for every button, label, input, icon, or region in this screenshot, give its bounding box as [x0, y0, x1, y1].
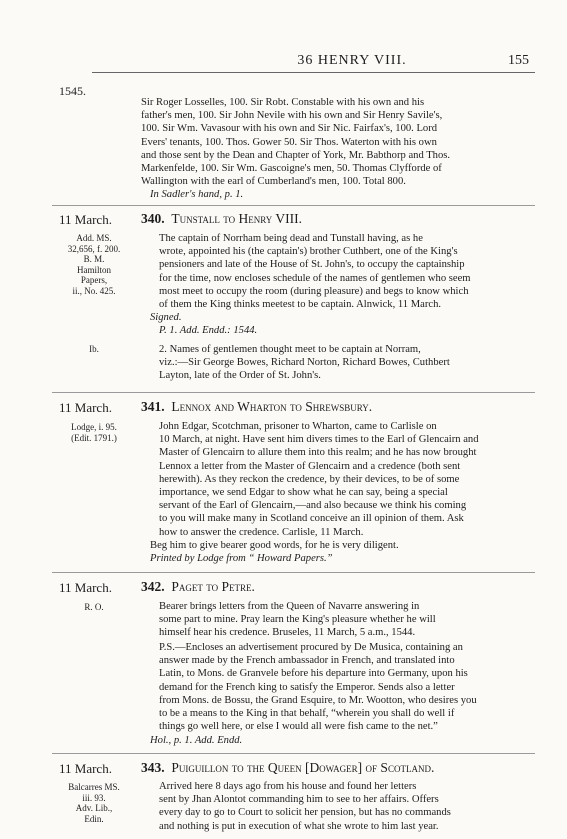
header-rule	[92, 72, 535, 73]
entry-heading	[141, 399, 372, 415]
entry-body: Arrived here 8 days ago from his house and found her letters sent by Jhan Alontot commanding him to see to her affairs. Offers every day to go to Court to solicit her pension, but has no commands and nothing is put in execution of what she wrote to him last year.	[159, 781, 451, 832]
source-reference: Balcarres MS. iii. 93. Adv. Lib., Edin.	[68, 782, 120, 824]
page-number: 155	[508, 53, 529, 68]
running-header	[0, 53, 567, 73]
entry-note: Hol., p. 1. Add. Endd.	[150, 735, 243, 746]
entry-date: 11 March.	[59, 212, 112, 227]
entry-number: 343.	[141, 760, 165, 775]
section-divider	[52, 205, 535, 206]
entry-date: 11 March.	[59, 580, 112, 595]
entry-number: 342.	[141, 579, 165, 594]
entry-body: John Edgar, Scotchman, prisoner to Wharton, came to Carlisle on 10 March, at night. Have sent him divers times to the Earl of Glencairn and Master of Glencairn to allure them into this realm; and he has now brought Lennox a letter from the Master of Glencairn and a credence (both sent herewith). As they reckon the credence, by their devices, to be of some importance, we send Edgar to show what he can say, being a special servant of the Earl of Glencairn,—and also because we think his coming to you will make many in Scotland conceive an ill opinion of them. Ask how to answer the credence. Carlisle, 11 March.	[159, 421, 479, 538]
watermark	[0, 383, 6, 412]
source-reference: Lodge, i. 95. (Edit. 1791.)	[71, 422, 117, 443]
entry-date: 11 March.	[59, 761, 112, 776]
entry-body: Bearer brings letters from the Queen of Navarre answering in some part to mine. Pray learn the King's pleasure whether he will himself hear his credence. Bruseles, 11 March, 5 a.m., 1544.	[159, 601, 436, 639]
intro-paragraph: Sir Roger Losselles, 100. Sir Robt. Constable with his own and his father's men, 100. Sir John Nevile with his own and Sir Henry Savile's, 100. Sir Wm. Vavasour with his own and Sir Nic. Fairfax's, 100. Lord Evers' tenants, 100. Thos. Gower 50. Sir Thos. Waterton with his own and those sent by the Dean and Chapter of York, Mr. Babthorp and Thos. Markenfelde, 100. Sir Wm. Gascoigne's men, 50. Thomas Clyfforde of Wallington with the earl of Cumberland's men, 100. Total 800.	[141, 97, 451, 188]
entry-note: Printed by Lodge from “ Howard Papers.”	[150, 553, 333, 564]
entry-title: Tunstall to Henry VIII.	[171, 211, 302, 226]
entry-title: Lennox and Wharton to Shrewsbury.	[171, 399, 373, 414]
entry-date: 11 March.	[59, 400, 112, 415]
entry-number: 340.	[141, 211, 165, 226]
year-marker: 1545.	[59, 84, 86, 98]
source-reference: Ib.	[89, 344, 99, 354]
source-reference: Add. MS. 32,656, f. 200. B. M. Hamilton Papers, ii., No. 425.	[67, 233, 121, 296]
section-divider	[52, 392, 535, 393]
source-reference: R. O.	[84, 602, 104, 612]
entry-note: Signed.	[150, 312, 182, 323]
entry-postscript: Beg him to give bearer good words, for he is very diligent.	[150, 540, 399, 551]
entry-title: Paget to Petre.	[171, 579, 255, 594]
entry-title: Puiguillon to the Queen [Dowager] of Scotland.	[171, 760, 435, 775]
entry-note: P. 1. Add. Endd.: 1544.	[159, 325, 258, 336]
entry-postscript: P.S.—Encloses an advertisement procured by De Musica, containing an answer made by the French ambassador in French, and translated into Latin, to Mons. de Granvele before his departure into Germany, upon his demand for the French king to satisfy the Emperor. Sends also a letter from Mons. de Bossu, the Grand Esquire, to Mr. Wootton, who desires you to be a means to the King in that behalf, “wherein you shall do well if things go well here, or else I would all were fish came to the net.”	[159, 642, 477, 733]
section-divider	[52, 572, 535, 573]
entry-heading	[141, 760, 434, 776]
entry-body: The captain of Norrham being dead and Tunstall having, as he wrote, appointed his (the captain's) brother Cuthbert, one of the King's pensioners and late of the House of St. John's, to occupy the captainship for the time, now encloses schedule of the names of gentlemen who seem most meet to occupy the room (during pleasure) and begs to know which of them the King thinks meetest to be captain. Alnwick, 11 March.	[159, 233, 471, 311]
section-divider	[52, 753, 535, 754]
entry-number: 341.	[141, 399, 165, 414]
entry-heading	[141, 211, 302, 227]
entry-heading	[141, 579, 255, 595]
entry-subitem: 2. Names of gentlemen thought meet to be captain at Norram, viz.:—Sir George Bowes, Richard Norton, Richard Bowes, Cuthbert Layton, late of the Order of St. John's.	[159, 344, 450, 382]
header-title: 36 HENRY VIII.	[297, 53, 407, 68]
intro-note: In Sadler's hand, p. 1.	[150, 189, 244, 200]
